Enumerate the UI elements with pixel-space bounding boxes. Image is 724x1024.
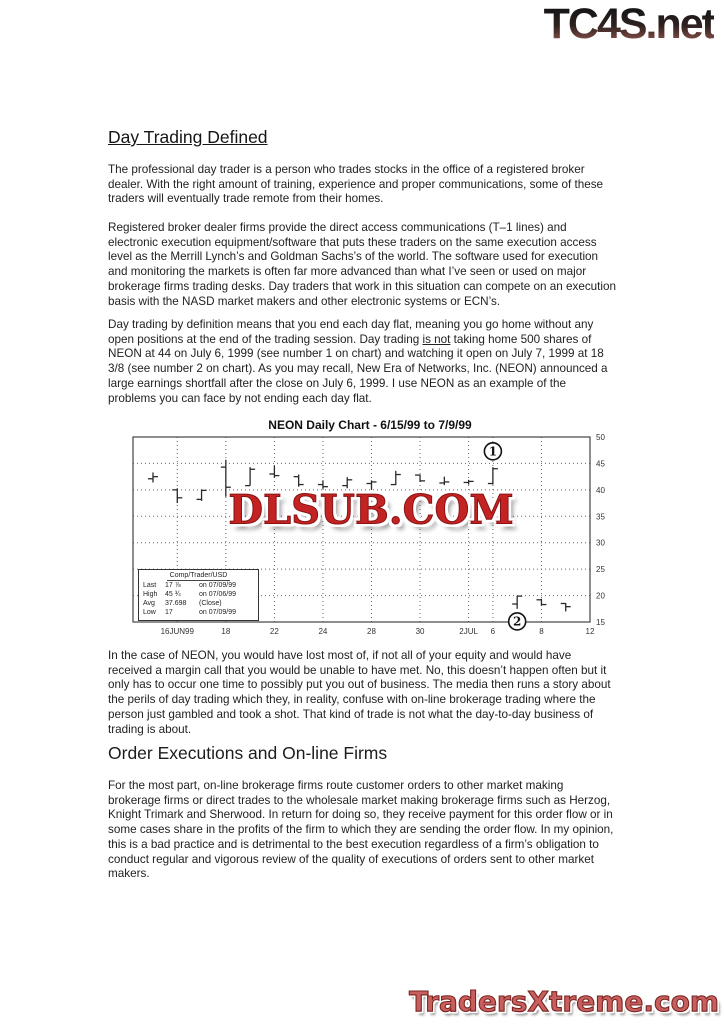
svg-text:24: 24: [318, 627, 328, 636]
svg-text:8: 8: [539, 627, 544, 636]
paragraph-3-tail: taking home 500 shares of NEON at 44 on July 6, 1999 (see number 1 on chart) and watching it open on July 7, 1999 at 18 3/8 (see number 2 on chart). As you may recall, New Era of Networks, Inc. (NEON) announced a large earnings shortfall after the close on July 6, 1999. I use NEON as an example of the problems you can face by not ending each day flat.: [108, 332, 608, 405]
svg-text:2: 2: [512, 614, 522, 629]
svg-text:18: 18: [221, 627, 231, 636]
chart-title: NEON Daily Chart - 6/15/99 to 7/9/99: [268, 418, 472, 432]
tradersxtreme-logo[interactable]: TradersXtreme.com: [409, 985, 719, 1018]
legend-row-last: Last 17 ⅞ on 07/09/99: [143, 582, 236, 589]
heading-order-executions: Order Executions and On-line Firms: [108, 743, 388, 763]
svg-text:50: 50: [596, 433, 605, 442]
dlsub-watermark: DLSUB.COM: [228, 486, 514, 534]
tc4s-logo[interactable]: TC4S.net: [543, 0, 714, 48]
neon-daily-chart: [120, 430, 620, 642]
legend-row-low: Low 17 on 07/09/99: [143, 609, 236, 616]
chart-legend: [138, 569, 259, 621]
heading-day-trading-defined: Day Trading Defined: [108, 127, 268, 147]
paragraph-1: The professional day trader is a person who trades stocks in the office of a registered broker dealer. With the right amount of training, experience and proper communications, some of these traders will eventually trade remote from their homes.: [108, 163, 604, 206]
svg-text:25: 25: [596, 565, 605, 575]
svg-text:2JUL: 2JUL: [459, 627, 478, 636]
svg-text:45: 45: [596, 459, 605, 469]
svg-text:30: 30: [596, 538, 605, 548]
svg-text:40: 40: [596, 485, 605, 495]
legend-row-high: High 45 ¾ on 07/06/99: [143, 591, 236, 598]
svg-text:28: 28: [367, 627, 376, 636]
svg-text:35: 35: [596, 512, 605, 522]
svg-text:15: 15: [596, 618, 605, 627]
svg-text:22: 22: [269, 627, 279, 636]
paragraph-3: [108, 318, 617, 406]
paragraph-3-lead: Day trading by definition means that you end each day flat, meaning you go home without any open positions at the end of the trading session. Day trading: [108, 318, 594, 346]
svg-text:30: 30: [415, 627, 425, 636]
paragraph-5: For the most part, on-line brokerage firms route customer orders to other market making brokerage firms or direct trades to the wholesale market making brokerage firms such as Herzog, Knight Trimark and Sherwood. In return for doing so, they receive payment for this order flow or in some cases share in the profits of the firm to which they are sending the order flow. In my opinion, this is a bad practice and is detrimental to the best execution regardless of a firm’s obligation to conduct regular and vigorous review of the quality of executions of orders sent to other market makers.: [108, 779, 614, 881]
paragraph-2: Registered broker dealer firms provide the direct access communications (T–1 lines) and electronic execution equipment/software that puts these traders on the same execution access level as the Merrill Lynch’s and Goldman Sachs’s of the world. The software used for execution and monitoring the markets is often far more advanced than what I’ve seen or used on major brokerage firms trading desks. Day traders that work in this situation can compete on an execution basis with the NASD market makers and other electronic systems or ECN’s.: [108, 221, 617, 308]
svg-text:12: 12: [585, 627, 595, 636]
svg-text:16JUN99: 16JUN99: [160, 627, 194, 636]
svg-text:6: 6: [490, 627, 496, 636]
legend-row-avg: Avg 37.698 (Close): [143, 600, 222, 607]
paragraph-4: In the case of NEON, you would have lost most of, if not all of your equity and would have received a margin call that you would be unable to have met. No, this doesn’t happen often but it only has to occur one time to possibly put you out of business. The media then runs a story about the perils of day trading which they, in reality, confuse with on-line brokerage trading where the person just gambled and took a shot. That kind of trade is not what the day-to-day business of trading is about.: [108, 649, 611, 736]
svg-text:20: 20: [596, 591, 605, 601]
svg-text:1: 1: [488, 444, 498, 459]
chart-legend-title: Comp/Trader/USD: [167, 571, 231, 581]
paragraph-3-underlined-phrase: is not: [422, 332, 451, 346]
